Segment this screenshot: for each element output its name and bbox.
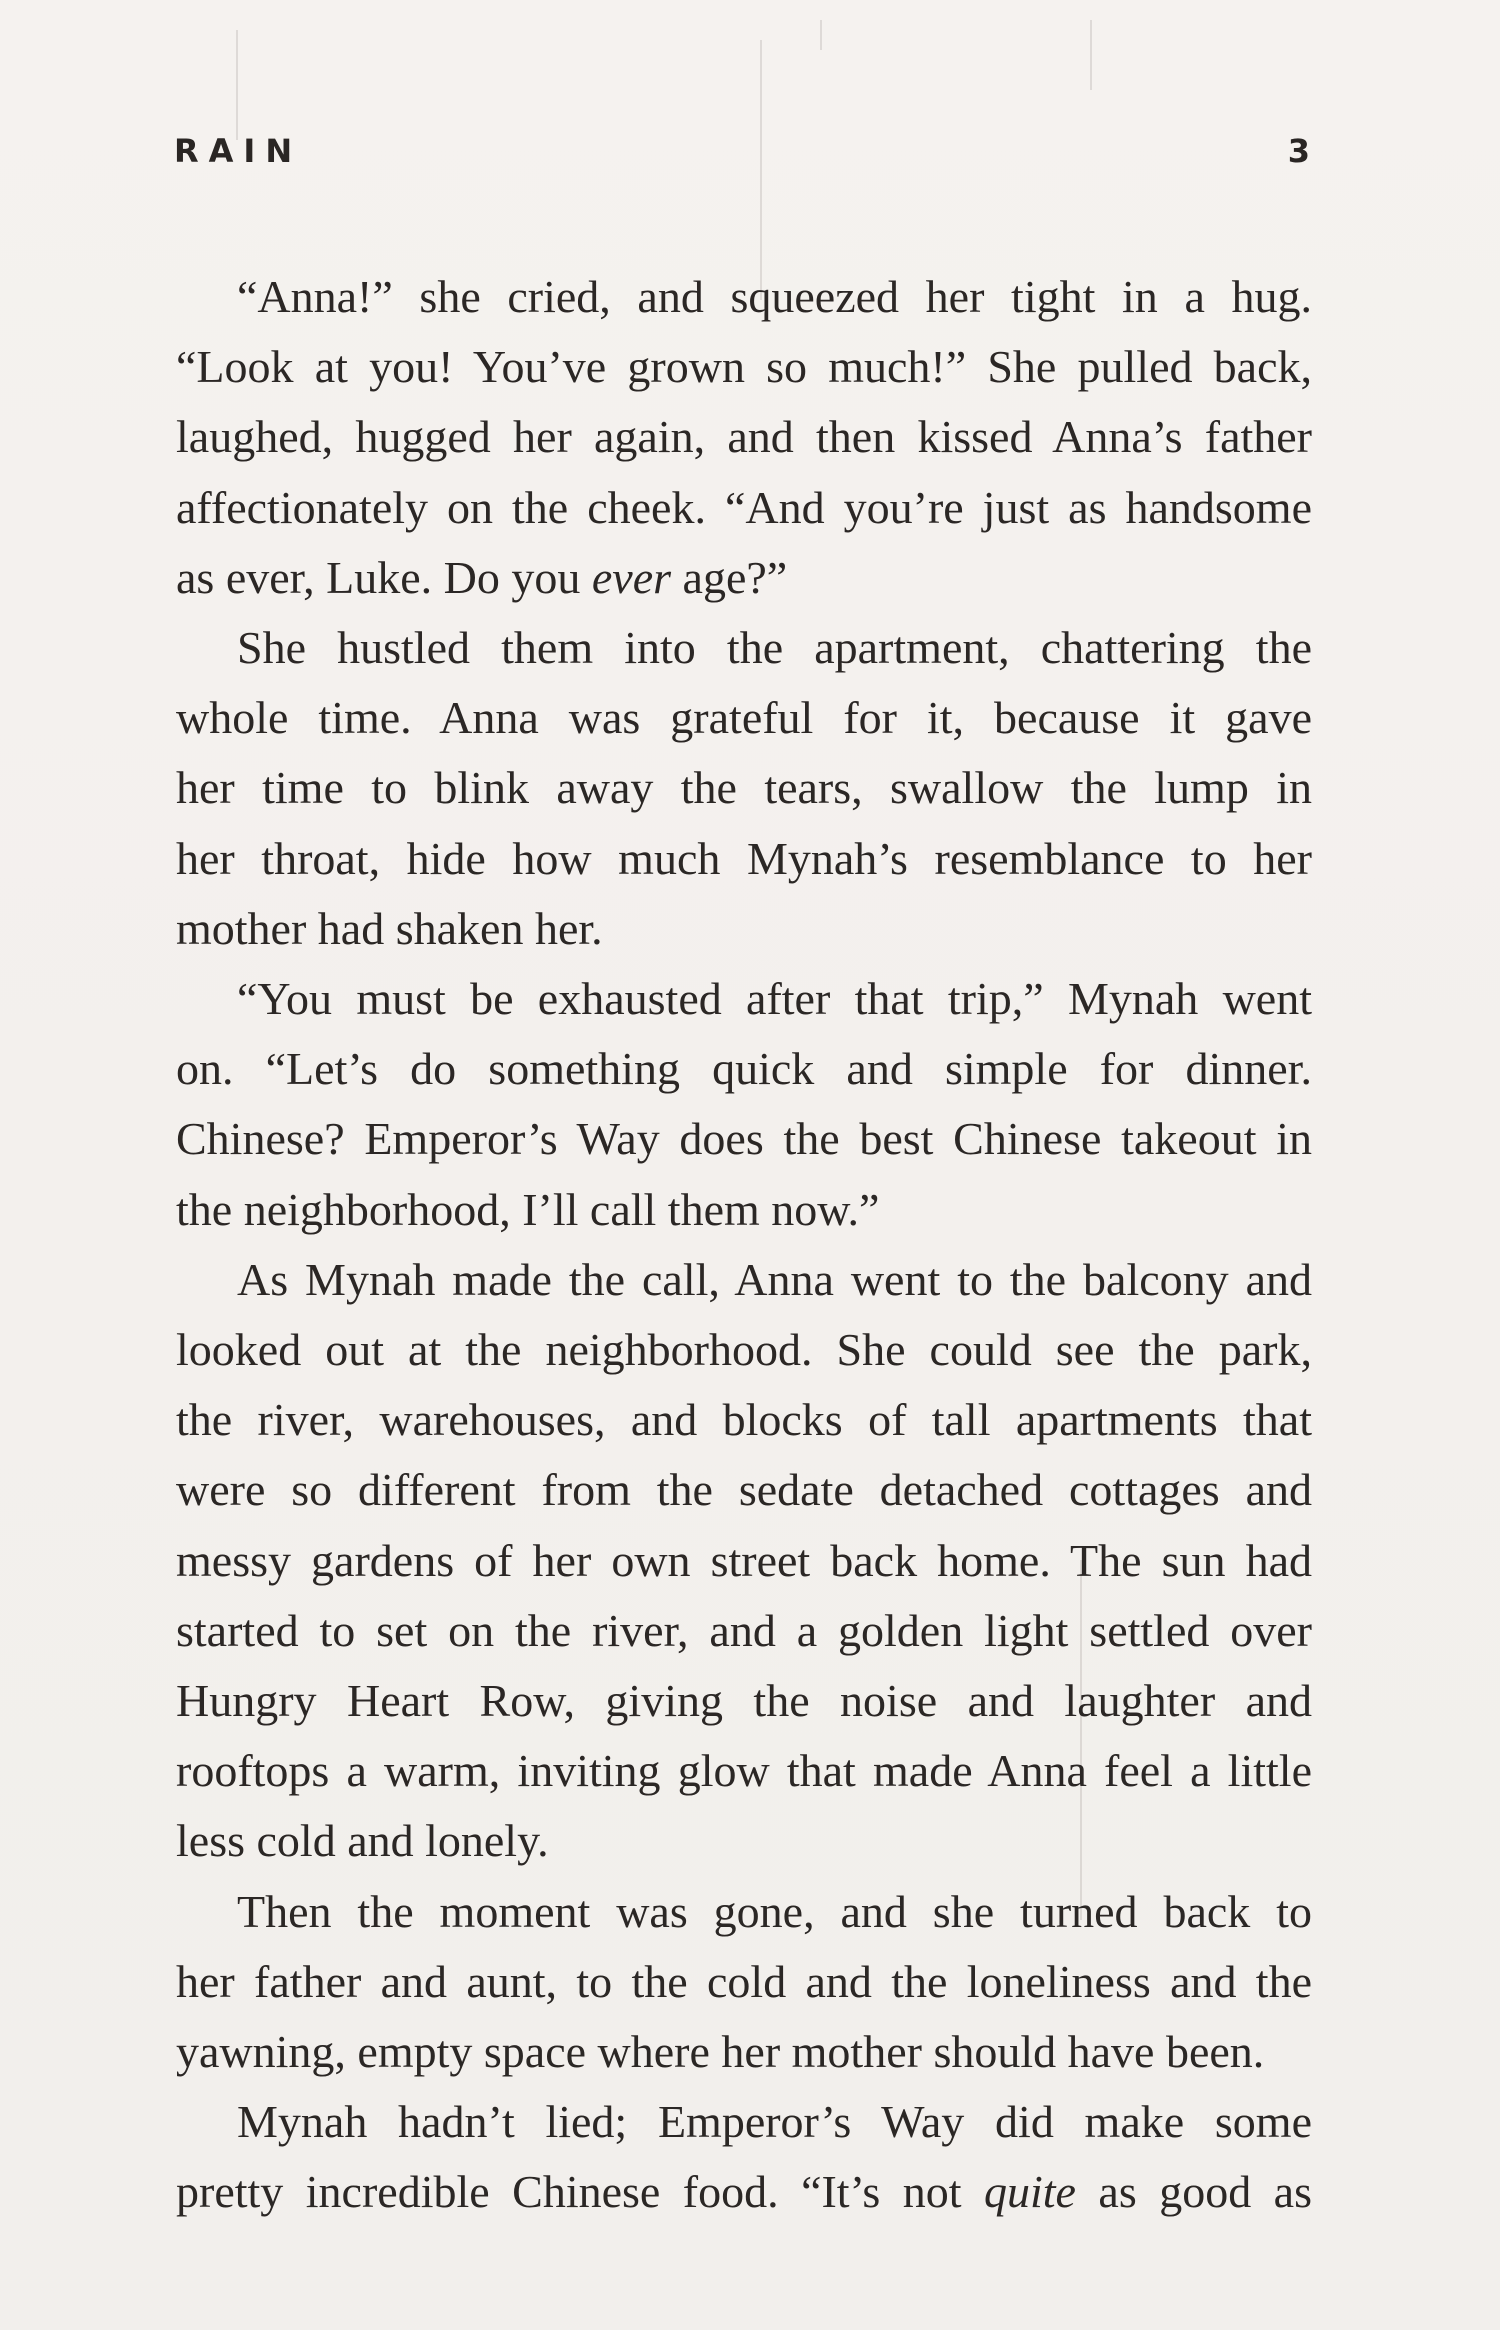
text-line: She hustled them into the apartment, chattering the xyxy=(237,622,1312,674)
text-line: were so different from the sedate detached cottages and xyxy=(176,1464,1312,1516)
text-line: Mynah hadn’t lied; Emperor’s Way did make some xyxy=(237,2096,1312,2148)
text-line: less cold and lonely. xyxy=(176,1815,549,1867)
text-line: messy gardens of her own street back home. The sun had xyxy=(176,1534,1312,1586)
text-line: started to set on the river, and a golden light settled over xyxy=(176,1604,1312,1656)
text-line: her throat, hide how much Mynah’s resemblance to her xyxy=(176,832,1312,884)
paper-mark xyxy=(236,30,238,140)
text-line: yawning, empty space where her mother should have been. xyxy=(176,2026,1265,2078)
text-line: Then the moment was gone, and she turned back to xyxy=(237,1885,1312,1937)
text-line: rooftops a warm, inviting glow that made Anna feel a little xyxy=(176,1745,1312,1797)
body-text xyxy=(176,262,1312,2228)
text-line: laughed, hugged her again, and then kissed Anna’s father xyxy=(176,411,1312,463)
text-line: Chinese? Emperor’s Way does the best Chinese takeout in xyxy=(176,1113,1312,1165)
text-line: “You must be exhausted after that trip,” Mynah went xyxy=(237,973,1312,1025)
text-line xyxy=(176,543,1312,613)
text-line: affectionately on the cheek. “And you’re just as handsome xyxy=(176,481,1312,533)
text-line: her father and aunt, to the cold and the loneliness and the xyxy=(176,1955,1312,2007)
text-line: “Anna!” she cried, and squeezed her tight in a hug. xyxy=(237,271,1312,322)
emphasis: ever xyxy=(591,551,672,603)
text-line-part: pretty incredible Chinese food. “It’s not xyxy=(176,2166,984,2218)
paper-mark xyxy=(760,40,762,300)
text-line-part: as good as xyxy=(1075,2166,1312,2218)
text-line: on. “Let’s do something quick and simple for dinner. xyxy=(176,1043,1312,1095)
page-number: 3 xyxy=(1287,132,1310,170)
text-line: Hungry Heart Row, giving the noise and laughter and xyxy=(176,1675,1312,1727)
text-line: “Look at you! You’ve grown so much!” She pulled back, xyxy=(176,341,1312,393)
emphasis: quite xyxy=(983,2166,1076,2218)
text-line-part: age?” xyxy=(671,551,788,603)
text-line: mother had shaken her. xyxy=(176,902,603,954)
running-head: RAIN xyxy=(174,132,303,170)
text-line: her time to blink away the tears, swallow the lump in xyxy=(176,762,1312,814)
paper-mark xyxy=(1090,20,1092,90)
text-line: whole time. Anna was grateful for it, because it gave xyxy=(176,692,1312,744)
text-line: As Mynah made the call, Anna went to the balcony and xyxy=(237,1253,1312,1305)
text-line: looked out at the neighborhood. She could see the park, xyxy=(176,1324,1312,1376)
text-line: the neighborhood, I’ll call them now.” xyxy=(176,1183,880,1235)
text-line xyxy=(176,2157,1312,2227)
text-line: the river, warehouses, and blocks of tall apartments that xyxy=(176,1394,1312,1446)
text-line-part: as ever, Luke. Do you xyxy=(176,551,592,603)
paper-mark xyxy=(820,20,822,50)
